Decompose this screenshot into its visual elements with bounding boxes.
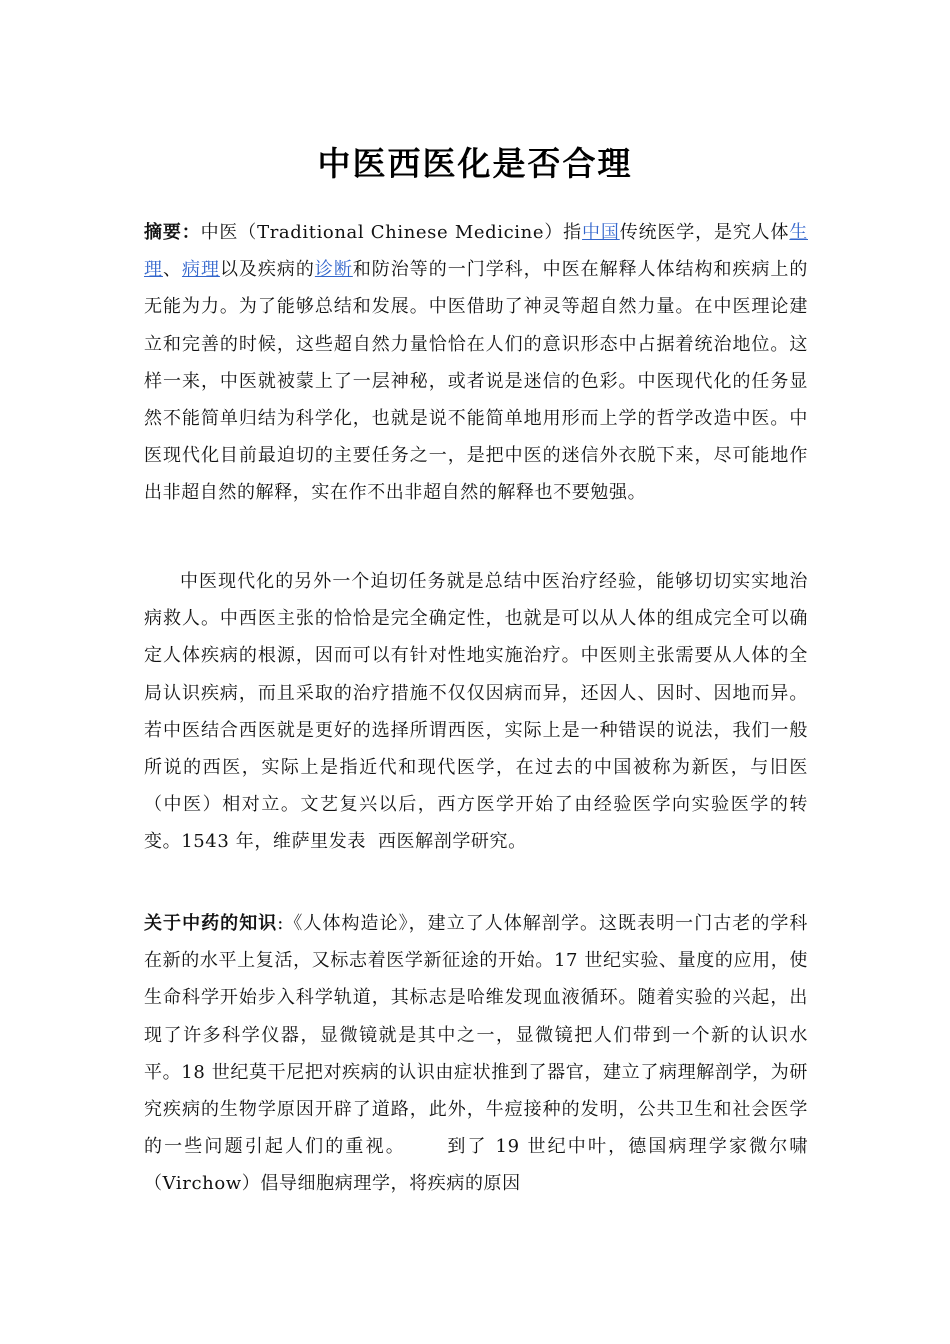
paragraph-2-text-2: 西医解剖学研究。	[377, 831, 527, 853]
link-diagnosis[interactable]: 诊断	[314, 259, 353, 281]
paragraph-2-text-1: 中医现代化的另外一个迫切任务就是总结中医治疗经验，能够切切实实地治病救人。中西医主张的恰恰是完全确定性，也就是可以从人体的组成完全可以确定人体疾病的根源，因而可以有针对性地实施治疗。中医则主张需要从人体的全局认识疾病，而且采取的治疗措施不仅仅因病而异，还因人、因时、因地而异。若中医结合西医就是更好的选择所谓西医，实际上是一种错误的说法，我们一般所说的西医，实际上是指近代和现代医学，在过去的中国被称为新医，与旧医（中医）相对立。文艺复兴以后，西方医学开始了由经验医学向实验医学的转变。1543 年，维萨里发表	[144, 571, 808, 853]
paragraph-3-text-1: 《人体构造论》，建立了人体解剖学。这既表明一门古老的学科在新的水平上复活，又标志着医学新征途的开始。17 世纪实验、量度的应用，使生命科学开始步入科学轨道，其标志是哈维发现血液循环。随着实验的兴起，出现了许多科学仪器，显微镜就是其中之一，显微镜把人们带到一个新的认识水平。18 世纪莫干尼把对疾病的认识由症状推到了器官，建立了病理解剖学，为研究疾病的生物学原因开辟了道路，此外，牛痘接种的发明，公共卫生和社会医学的一些问题引起人们的重视。	[144, 913, 808, 1158]
section-label-colon: :	[277, 913, 284, 934]
abstract-text-3: 、	[162, 259, 182, 281]
body-paragraph-2	[144, 563, 808, 861]
section-label-tcm-knowledge: 关于中药的知识	[144, 913, 278, 934]
link-physiology[interactable]: 生理	[144, 222, 808, 281]
abstract-text-5: 和防治等的一门学科，中医在解释人体结构和疾病上的无能为力。为了能够总结和发展。中医借助了神灵等超自然力量。在中医理论建立和完善的时候，这些超自然力量恰恰在人们的意识形态中占据着统治地位。这样一来，中医就被蒙上了一层神秘，或者说是迷信的色彩。中医现代化的任务显然不能简单归结为科学化，也就是说不能简单地用形而上学的哲学改造中医。中医现代化目前最迫切的主要任务之一，是把中医的迷信外衣脱下来，尽可能地作出非超自然的解释，实在作不出非超自然的解释也不要勉强。	[144, 259, 808, 504]
abstract-label: 摘要	[144, 222, 182, 243]
paragraph-3-text-2: 到了 19 世纪中叶，德国病理学家微尔啸（Virchow）倡导细胞病理学，将疾病的原因	[144, 1136, 808, 1195]
abstract-text-4: 以及疾病的	[219, 259, 315, 281]
link-china[interactable]: 中国	[582, 222, 620, 243]
document-title: 中医西医化是否合理	[317, 144, 633, 183]
abstract-label-colon: ：	[181, 222, 201, 243]
abstract-text-1: 中医（Traditional Chinese Medicine）指	[200, 222, 583, 243]
abstract-text-2: 传统医学，是究人体	[619, 222, 790, 243]
abstract-paragraph	[144, 214, 808, 512]
body-paragraph-3	[144, 905, 808, 1203]
link-pathology[interactable]: 病理	[181, 259, 220, 281]
